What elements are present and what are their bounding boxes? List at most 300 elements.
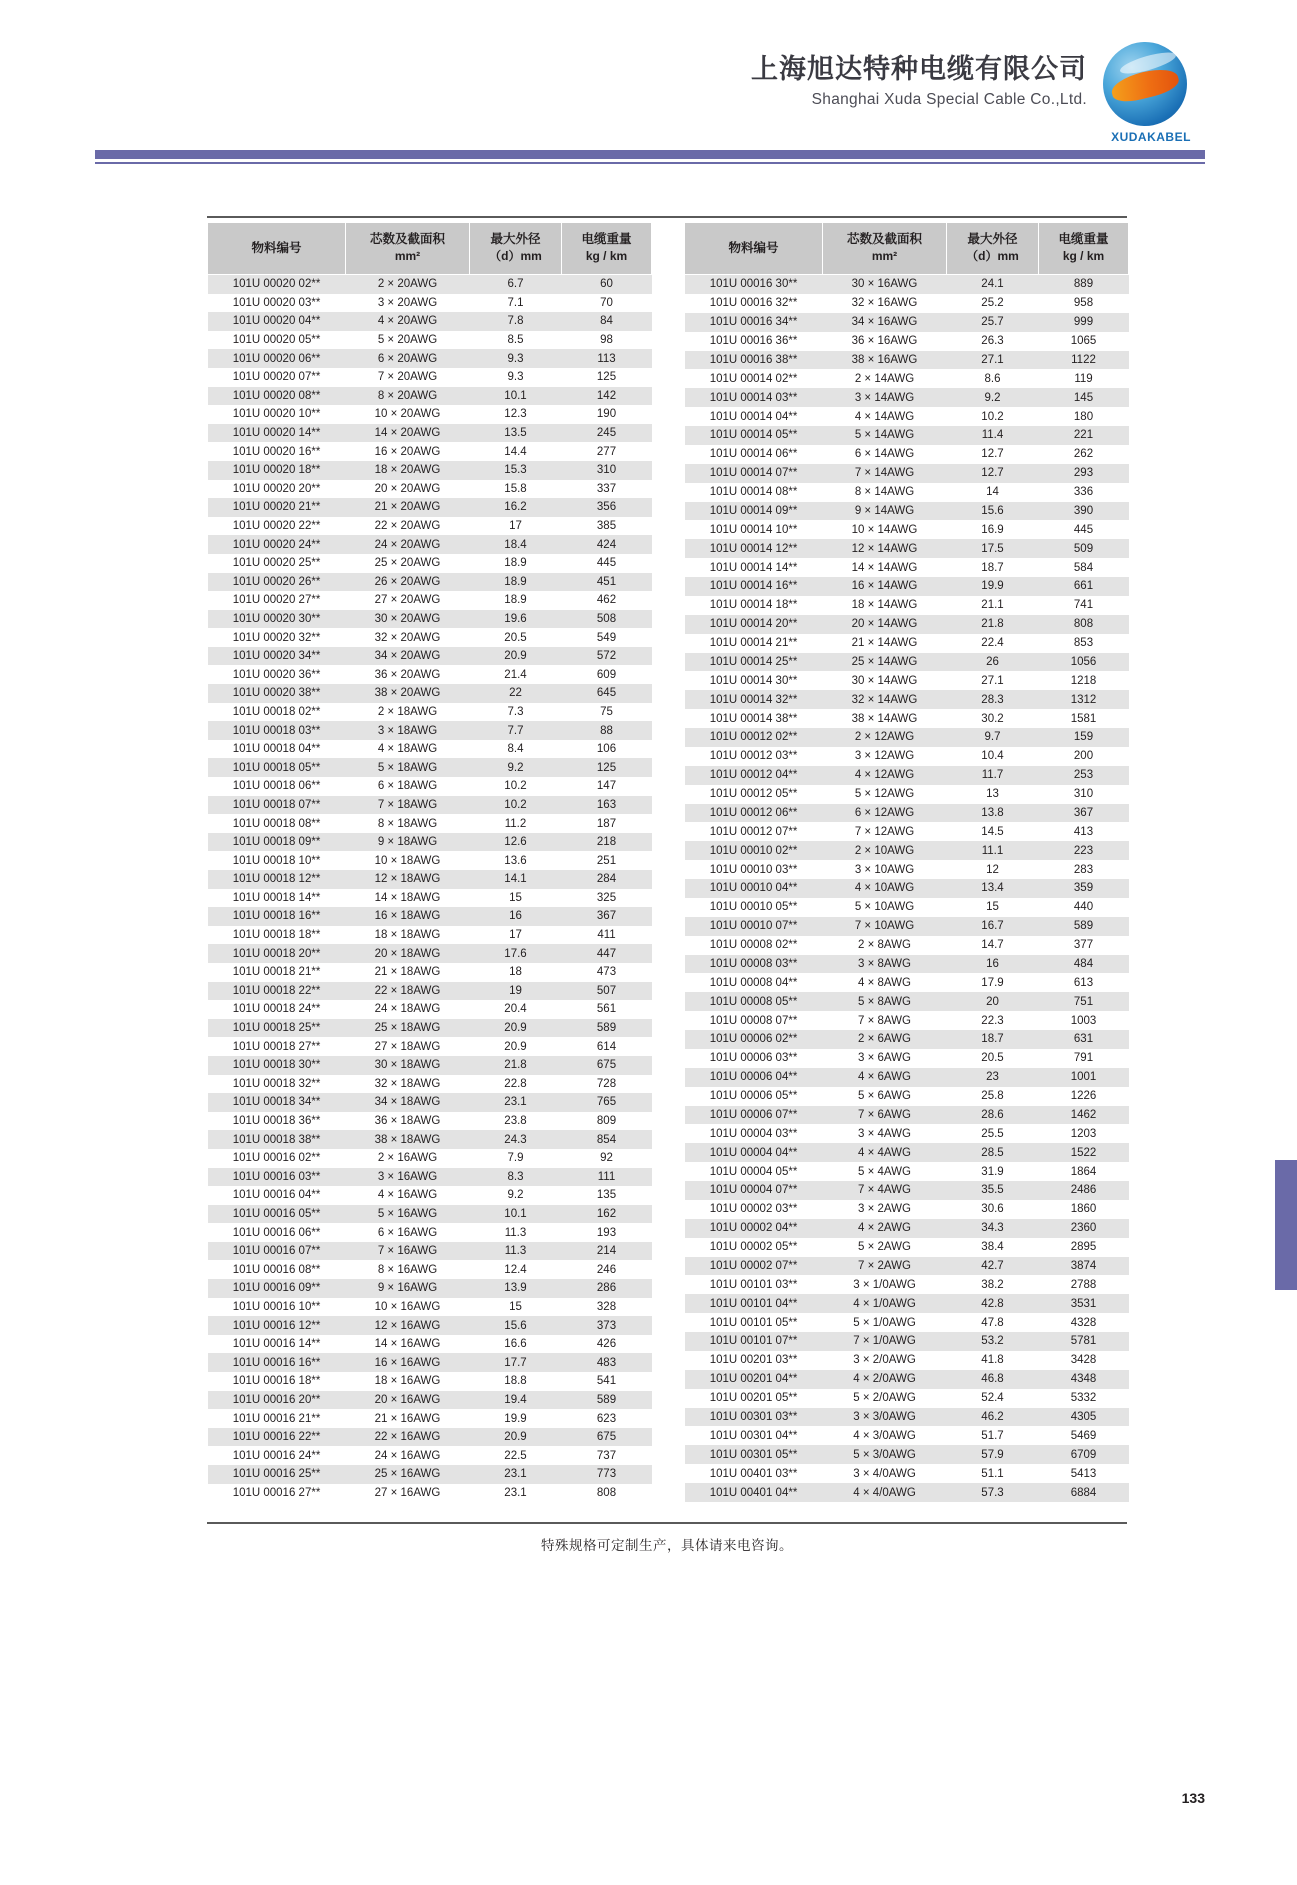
cell-cores-section: 38 × 20AWG (346, 684, 470, 703)
cell-part-number: 101U 00020 34** (208, 647, 346, 666)
cell-part-number: 101U 00020 16** (208, 442, 346, 461)
logo-circle-icon (1103, 42, 1187, 126)
cell-part-number: 101U 00201 03** (685, 1351, 823, 1370)
table-row (685, 596, 1129, 615)
table-row (685, 1351, 1129, 1370)
cell-weight: 1462 (1039, 1106, 1129, 1125)
cell-weight: 377 (1039, 936, 1129, 955)
cell-weight: 1203 (1039, 1124, 1129, 1143)
cell-max-diameter: 23.1 (470, 1484, 562, 1503)
cell-max-diameter: 18.9 (470, 554, 562, 573)
cell-weight: 1581 (1039, 709, 1129, 728)
cell-weight: 385 (562, 517, 652, 536)
cell-weight: 473 (562, 963, 652, 982)
cell-part-number: 101U 00020 03** (208, 294, 346, 313)
cell-weight: 283 (1039, 860, 1129, 879)
cell-cores-section: 5 × 20AWG (346, 331, 470, 350)
cell-weight: 445 (562, 554, 652, 573)
table-row (208, 517, 652, 536)
cell-part-number: 101U 00016 21** (208, 1409, 346, 1428)
table-row (685, 728, 1129, 747)
table-row (208, 1242, 652, 1261)
cell-max-diameter: 21.8 (947, 615, 1039, 634)
table-row (208, 1316, 652, 1335)
cell-part-number: 101U 00018 12** (208, 870, 346, 889)
cell-max-diameter: 12.4 (470, 1260, 562, 1279)
table-row (208, 1000, 652, 1019)
table-row (685, 1030, 1129, 1049)
cell-weight: 2486 (1039, 1181, 1129, 1200)
cell-max-diameter: 17.7 (470, 1353, 562, 1372)
cell-weight: 2360 (1039, 1219, 1129, 1238)
cell-max-diameter: 42.7 (947, 1257, 1039, 1276)
cell-weight: 675 (562, 1056, 652, 1075)
cell-cores-section: 36 × 18AWG (346, 1112, 470, 1131)
cell-weight: 162 (562, 1205, 652, 1224)
col-header-cores-section: 芯数及截面积 mm² (823, 223, 947, 275)
cell-weight: 631 (1039, 1030, 1129, 1049)
cell-max-diameter: 17.9 (947, 973, 1039, 992)
table-row (208, 368, 652, 387)
table-row (685, 369, 1129, 388)
cell-weight: 424 (562, 535, 652, 554)
cell-part-number: 101U 00016 38** (685, 351, 823, 370)
cell-max-diameter: 18.7 (947, 1030, 1039, 1049)
cell-cores-section: 12 × 18AWG (346, 870, 470, 889)
cell-max-diameter: 14 (947, 483, 1039, 502)
cell-weight: 509 (1039, 539, 1129, 558)
table-row (208, 591, 652, 610)
cell-max-diameter: 22 (470, 684, 562, 703)
cell-max-diameter: 30.6 (947, 1200, 1039, 1219)
cell-cores-section: 18 × 14AWG (823, 596, 947, 615)
header-rule-thick (95, 150, 1205, 159)
cell-weight: 623 (562, 1409, 652, 1428)
cell-cores-section: 27 × 16AWG (346, 1484, 470, 1503)
table-row (208, 1130, 652, 1149)
cell-max-diameter: 23 (947, 1068, 1039, 1087)
cell-weight: 5781 (1039, 1332, 1129, 1351)
cell-max-diameter: 21.4 (470, 665, 562, 684)
cell-weight: 367 (562, 907, 652, 926)
cell-cores-section: 2 × 16AWG (346, 1149, 470, 1168)
cell-part-number: 101U 00002 07** (685, 1257, 823, 1276)
cell-weight: 6709 (1039, 1445, 1129, 1464)
cell-weight: 808 (1039, 615, 1129, 634)
cell-cores-section: 5 × 8AWG (823, 992, 947, 1011)
cell-weight: 221 (1039, 426, 1129, 445)
cell-part-number: 101U 00301 03** (685, 1408, 823, 1427)
cell-weight: 508 (562, 610, 652, 629)
cell-weight: 483 (562, 1353, 652, 1372)
cell-max-diameter: 10.4 (947, 747, 1039, 766)
cell-part-number: 101U 00006 03** (685, 1049, 823, 1068)
table-row (685, 351, 1129, 370)
cell-part-number: 101U 00018 03** (208, 721, 346, 740)
cell-weight: 373 (562, 1316, 652, 1335)
cell-part-number: 101U 00014 14** (685, 558, 823, 577)
cell-part-number: 101U 00014 05** (685, 426, 823, 445)
cell-weight: 159 (1039, 728, 1129, 747)
cell-max-diameter: 18.9 (470, 591, 562, 610)
cell-part-number: 101U 00016 34** (685, 313, 823, 332)
company-name-cn: 上海旭达特种电缆有限公司 (751, 54, 1087, 84)
cell-part-number: 101U 00101 07** (685, 1332, 823, 1351)
table-row (685, 955, 1129, 974)
cell-cores-section: 4 × 10AWG (823, 879, 947, 898)
table-row (208, 573, 652, 592)
cell-cores-section: 25 × 16AWG (346, 1465, 470, 1484)
table-row (685, 973, 1129, 992)
cell-part-number: 101U 00008 07** (685, 1011, 823, 1030)
cell-max-diameter: 25.2 (947, 294, 1039, 313)
cell-cores-section: 3 × 3/0AWG (823, 1408, 947, 1427)
cell-part-number: 101U 00016 07** (208, 1242, 346, 1261)
cell-cores-section: 3 × 4/0AWG (823, 1464, 947, 1483)
cell-cores-section: 3 × 18AWG (346, 721, 470, 740)
table-header-row (208, 223, 652, 275)
cell-max-diameter: 21.8 (470, 1056, 562, 1075)
cell-part-number: 101U 00010 02** (685, 841, 823, 860)
cell-cores-section: 14 × 20AWG (346, 424, 470, 443)
cell-cores-section: 7 × 18AWG (346, 796, 470, 815)
cell-weight: 119 (1039, 369, 1129, 388)
page-header (0, 0, 1297, 155)
table-row (208, 684, 652, 703)
table-row (685, 1124, 1129, 1143)
table-row (208, 1335, 652, 1354)
cell-max-diameter: 38.2 (947, 1275, 1039, 1294)
cell-weight: 728 (562, 1075, 652, 1094)
cell-weight: 561 (562, 1000, 652, 1019)
cell-max-diameter: 18.7 (947, 558, 1039, 577)
cell-part-number: 101U 00018 34** (208, 1093, 346, 1112)
cell-cores-section: 4 × 20AWG (346, 312, 470, 331)
cell-max-diameter: 20 (947, 992, 1039, 1011)
table-row (208, 1446, 652, 1465)
cell-part-number: 101U 00002 04** (685, 1219, 823, 1238)
cell-part-number: 101U 00016 04** (208, 1186, 346, 1205)
cell-max-diameter: 12.7 (947, 464, 1039, 483)
cell-part-number: 101U 00012 05** (685, 785, 823, 804)
cell-max-diameter: 28.3 (947, 690, 1039, 709)
cell-weight: 328 (562, 1298, 652, 1317)
table-row (685, 1257, 1129, 1276)
cell-weight: 853 (1039, 634, 1129, 653)
cell-cores-section: 14 × 16AWG (346, 1335, 470, 1354)
cell-max-diameter: 13 (947, 785, 1039, 804)
cell-weight: 142 (562, 387, 652, 406)
cell-weight: 245 (562, 424, 652, 443)
cell-cores-section: 7 × 4AWG (823, 1181, 947, 1200)
cell-weight: 765 (562, 1093, 652, 1112)
cell-max-diameter: 16.7 (947, 917, 1039, 936)
cell-part-number: 101U 00014 03** (685, 388, 823, 407)
table-row (685, 1389, 1129, 1408)
table-row (685, 275, 1129, 294)
cell-weight: 75 (562, 703, 652, 722)
table-row (208, 331, 652, 350)
cell-part-number: 101U 00018 07** (208, 796, 346, 815)
cell-weight: 145 (1039, 388, 1129, 407)
cell-max-diameter: 51.1 (947, 1464, 1039, 1483)
cell-weight: 262 (1039, 445, 1129, 464)
cell-cores-section: 25 × 14AWG (823, 653, 947, 672)
cell-part-number: 101U 00016 12** (208, 1316, 346, 1335)
table-row (208, 982, 652, 1001)
cell-part-number: 101U 00018 08** (208, 814, 346, 833)
cell-max-diameter: 11.4 (947, 426, 1039, 445)
table-row (685, 1238, 1129, 1257)
table-row (208, 814, 652, 833)
cell-weight: 809 (562, 1112, 652, 1131)
cell-part-number: 101U 00014 04** (685, 407, 823, 426)
cell-max-diameter: 9.3 (470, 368, 562, 387)
table-row (685, 860, 1129, 879)
spec-table-left (207, 222, 652, 1502)
cell-part-number: 101U 00016 18** (208, 1372, 346, 1391)
cell-max-diameter: 17 (470, 926, 562, 945)
cell-max-diameter: 11.3 (470, 1242, 562, 1261)
cell-cores-section: 32 × 20AWG (346, 628, 470, 647)
cell-cores-section: 16 × 16AWG (346, 1353, 470, 1372)
cell-weight: 411 (562, 926, 652, 945)
table-row (208, 926, 652, 945)
table-header-row (685, 223, 1129, 275)
cell-cores-section: 2 × 14AWG (823, 369, 947, 388)
cell-part-number: 101U 00016 27** (208, 1484, 346, 1503)
table-row (208, 1484, 652, 1503)
cell-part-number: 101U 00008 03** (685, 955, 823, 974)
cell-part-number: 101U 00020 32** (208, 628, 346, 647)
cell-max-diameter: 47.8 (947, 1313, 1039, 1332)
cell-max-diameter: 15.6 (470, 1316, 562, 1335)
cell-weight: 60 (562, 275, 652, 294)
cell-max-diameter: 20.4 (470, 1000, 562, 1019)
cell-max-diameter: 10.2 (470, 777, 562, 796)
col-header-part-number: 物料编号 (208, 223, 346, 275)
cell-max-diameter: 19.9 (470, 1409, 562, 1428)
cell-cores-section: 26 × 20AWG (346, 573, 470, 592)
table-row (685, 502, 1129, 521)
table-row (208, 907, 652, 926)
table-row (208, 740, 652, 759)
table-row (208, 442, 652, 461)
cell-cores-section: 7 × 14AWG (823, 464, 947, 483)
cell-max-diameter: 7.1 (470, 294, 562, 313)
cell-part-number: 101U 00016 30** (685, 275, 823, 294)
cell-cores-section: 2 × 20AWG (346, 275, 470, 294)
col-header-weight: 电缆重量 kg / km (562, 223, 652, 275)
page-number: 133 (1181, 1790, 1205, 1806)
cell-max-diameter: 10.1 (470, 1205, 562, 1224)
cell-weight: 2895 (1039, 1238, 1129, 1257)
cell-max-diameter: 22.4 (947, 634, 1039, 653)
table-row (208, 833, 652, 852)
table-row (208, 796, 652, 815)
cell-cores-section: 6 × 14AWG (823, 445, 947, 464)
cell-weight: 190 (562, 405, 652, 424)
cell-cores-section: 3 × 16AWG (346, 1168, 470, 1187)
cell-cores-section: 6 × 16AWG (346, 1223, 470, 1242)
cell-cores-section: 38 × 14AWG (823, 709, 947, 728)
cell-cores-section: 8 × 16AWG (346, 1260, 470, 1279)
table-row (208, 1093, 652, 1112)
table-row (208, 294, 652, 313)
cell-cores-section: 22 × 20AWG (346, 517, 470, 536)
table-top-rule (207, 216, 1127, 218)
cell-max-diameter: 53.2 (947, 1332, 1039, 1351)
cell-weight: 214 (562, 1242, 652, 1261)
cell-max-diameter: 13.6 (470, 851, 562, 870)
cell-max-diameter: 12.6 (470, 833, 562, 852)
cell-max-diameter: 24.3 (470, 1130, 562, 1149)
logo-wordmark: XUDAKABEL (1111, 130, 1191, 144)
cell-max-diameter: 25.7 (947, 313, 1039, 332)
cell-weight: 125 (562, 368, 652, 387)
cell-cores-section: 3 × 14AWG (823, 388, 947, 407)
table-row (685, 785, 1129, 804)
cell-part-number: 101U 00401 03** (685, 1464, 823, 1483)
cell-part-number: 101U 00016 08** (208, 1260, 346, 1279)
cell-cores-section: 20 × 18AWG (346, 944, 470, 963)
cell-cores-section: 25 × 18AWG (346, 1019, 470, 1038)
cell-part-number: 101U 00018 04** (208, 740, 346, 759)
spec-tables (207, 222, 1127, 1502)
cell-cores-section: 34 × 20AWG (346, 647, 470, 666)
table-row (685, 1370, 1129, 1389)
table-row (685, 445, 1129, 464)
table-row (208, 1037, 652, 1056)
cell-cores-section: 21 × 14AWG (823, 634, 947, 653)
cell-max-diameter: 22.5 (470, 1446, 562, 1465)
table-row (685, 804, 1129, 823)
cell-cores-section: 7 × 1/0AWG (823, 1332, 947, 1351)
cell-part-number: 101U 00018 38** (208, 1130, 346, 1149)
cell-part-number: 101U 00008 02** (685, 936, 823, 955)
cell-cores-section: 20 × 16AWG (346, 1391, 470, 1410)
cell-cores-section: 2 × 18AWG (346, 703, 470, 722)
cell-part-number: 101U 00006 02** (685, 1030, 823, 1049)
cell-part-number: 101U 00016 05** (208, 1205, 346, 1224)
cell-max-diameter: 14.4 (470, 442, 562, 461)
cell-cores-section: 5 × 14AWG (823, 426, 947, 445)
cell-part-number: 101U 00020 27** (208, 591, 346, 610)
table-row (208, 1428, 652, 1447)
cell-part-number: 101U 00010 04** (685, 879, 823, 898)
cell-part-number: 101U 00020 06** (208, 349, 346, 368)
cell-max-diameter: 41.8 (947, 1351, 1039, 1370)
table-row (685, 1219, 1129, 1238)
table-row (208, 424, 652, 443)
cell-part-number: 101U 00020 05** (208, 331, 346, 350)
cell-part-number: 101U 00016 02** (208, 1149, 346, 1168)
cell-cores-section: 36 × 20AWG (346, 665, 470, 684)
cell-part-number: 101U 00014 20** (685, 615, 823, 634)
cell-weight: 549 (562, 628, 652, 647)
cell-cores-section: 30 × 18AWG (346, 1056, 470, 1075)
table-row (208, 1260, 652, 1279)
cell-cores-section: 30 × 16AWG (823, 275, 947, 294)
cell-part-number: 101U 00016 25** (208, 1465, 346, 1484)
cell-cores-section: 22 × 18AWG (346, 982, 470, 1001)
cell-weight: 98 (562, 331, 652, 350)
cell-part-number: 101U 00012 02** (685, 728, 823, 747)
cell-max-diameter: 8.5 (470, 331, 562, 350)
cell-cores-section: 3 × 6AWG (823, 1049, 947, 1068)
cell-part-number: 101U 00002 05** (685, 1238, 823, 1257)
table-row (208, 349, 652, 368)
cell-weight: 1001 (1039, 1068, 1129, 1087)
cell-part-number: 101U 00020 24** (208, 535, 346, 554)
cell-weight: 135 (562, 1186, 652, 1205)
cell-weight: 286 (562, 1279, 652, 1298)
cell-part-number: 101U 00018 30** (208, 1056, 346, 1075)
cell-max-diameter: 26.3 (947, 332, 1039, 351)
cell-max-diameter: 24.1 (947, 275, 1039, 294)
table-row (685, 483, 1129, 502)
cell-max-diameter: 15.6 (947, 502, 1039, 521)
table-body-left (208, 275, 652, 1503)
cell-cores-section: 7 × 16AWG (346, 1242, 470, 1261)
cell-part-number: 101U 00018 22** (208, 982, 346, 1001)
cell-max-diameter: 28.5 (947, 1143, 1039, 1162)
cell-weight: 1065 (1039, 332, 1129, 351)
cell-weight: 390 (1039, 502, 1129, 521)
table-row (208, 1019, 652, 1038)
cell-weight: 484 (1039, 955, 1129, 974)
table-row (685, 1294, 1129, 1313)
cell-cores-section: 24 × 16AWG (346, 1446, 470, 1465)
cell-part-number: 101U 00016 20** (208, 1391, 346, 1410)
table-row (208, 944, 652, 963)
footer-note: 特殊规格可定制生产，具体请来电咨询。 (541, 1538, 793, 1553)
table-row (685, 332, 1129, 351)
cell-weight: 200 (1039, 747, 1129, 766)
cell-part-number: 101U 00401 04** (685, 1483, 823, 1502)
cell-part-number: 101U 00014 30** (685, 671, 823, 690)
cell-part-number: 101U 00016 06** (208, 1223, 346, 1242)
cell-max-diameter: 15.8 (470, 480, 562, 499)
cell-weight: 356 (562, 498, 652, 517)
cell-max-diameter: 11.2 (470, 814, 562, 833)
table-row (685, 388, 1129, 407)
cell-cores-section: 5 × 1/0AWG (823, 1313, 947, 1332)
cell-cores-section: 22 × 16AWG (346, 1428, 470, 1447)
col-header-weight: 电缆重量 kg / km (1039, 223, 1129, 275)
cell-part-number: 101U 00018 27** (208, 1037, 346, 1056)
cell-max-diameter: 16.9 (947, 520, 1039, 539)
cell-max-diameter: 46.2 (947, 1408, 1039, 1427)
cell-weight: 4328 (1039, 1313, 1129, 1332)
cell-max-diameter: 20.9 (470, 647, 562, 666)
cell-max-diameter: 12.7 (947, 445, 1039, 464)
cell-weight: 645 (562, 684, 652, 703)
table-row (208, 498, 652, 517)
table-row (208, 665, 652, 684)
table-row (208, 461, 652, 480)
cell-cores-section: 18 × 16AWG (346, 1372, 470, 1391)
cell-weight: 1218 (1039, 671, 1129, 690)
cell-cores-section: 4 × 3/0AWG (823, 1426, 947, 1445)
cell-weight: 223 (1039, 841, 1129, 860)
table-row (685, 1200, 1129, 1219)
table-row (208, 387, 652, 406)
cell-part-number: 101U 00014 21** (685, 634, 823, 653)
cell-weight: 741 (1039, 596, 1129, 615)
cell-weight: 791 (1039, 1049, 1129, 1068)
cell-weight: 445 (1039, 520, 1129, 539)
